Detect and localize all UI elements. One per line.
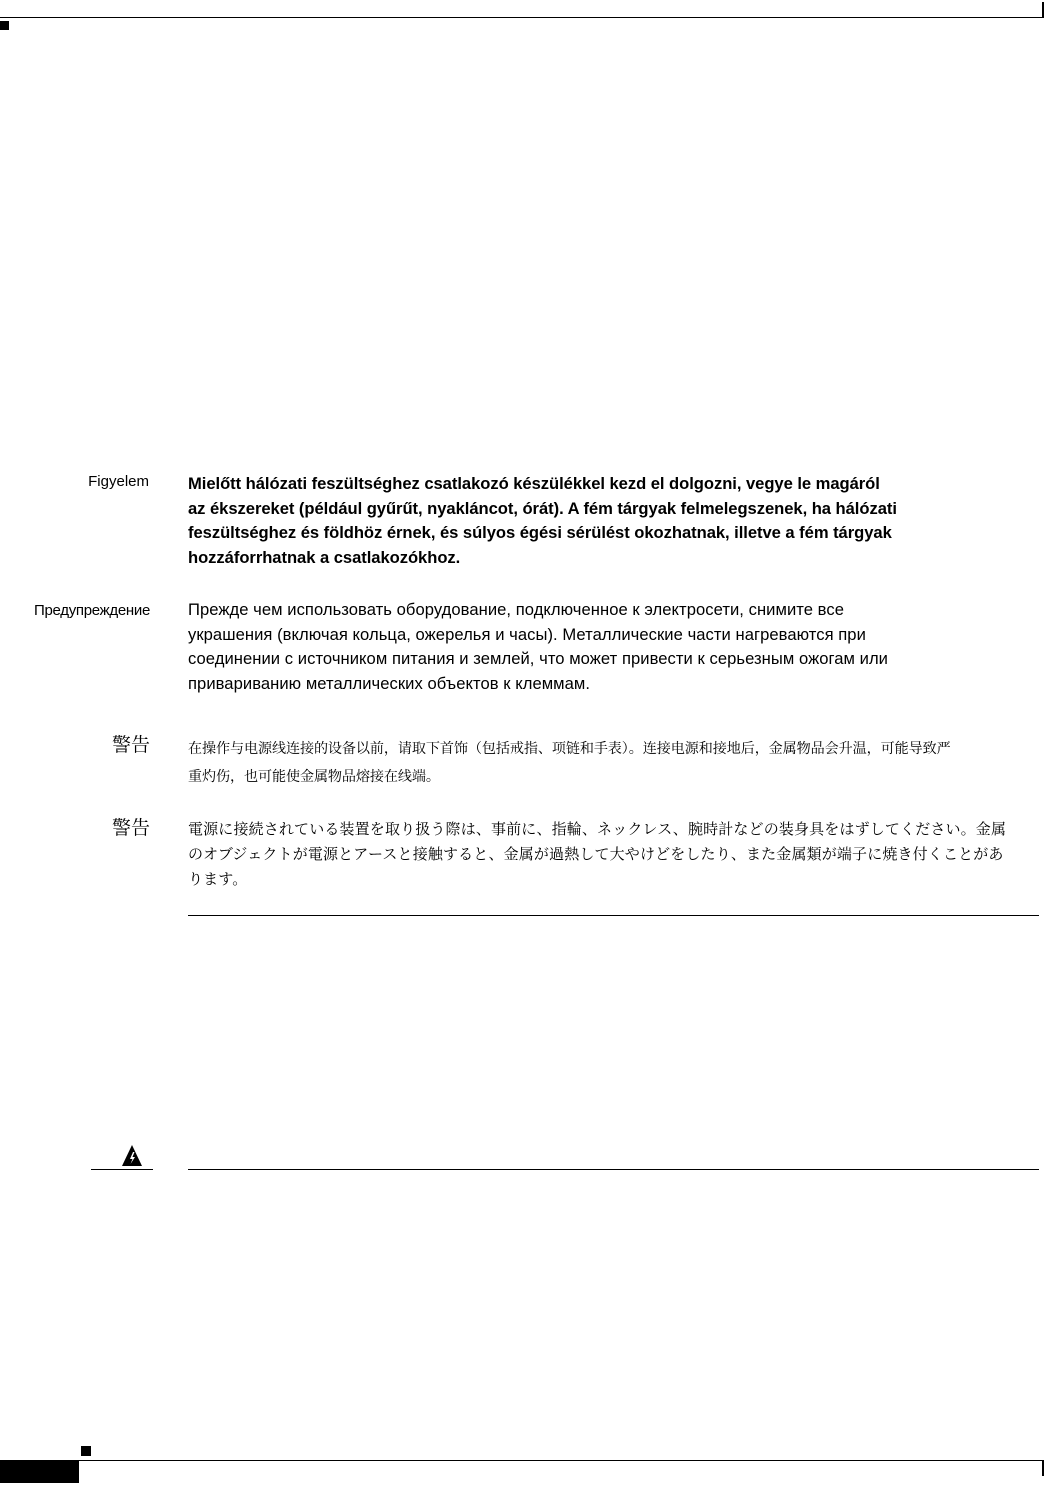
warning-text-line: украшения (включая кольца, ожерелья и часы). Металлические части нагреваются при — [188, 624, 866, 644]
warning-icon-rule — [91, 1169, 153, 1170]
warning-section-rule — [188, 1169, 1039, 1170]
warning-text-line: hozzáforrhatnak a csatlakozókhoz. — [188, 547, 461, 567]
warning-text — [188, 598, 1038, 696]
warning-text-line: 重灼伤，也可能使金属物品熔接在线端。 — [188, 768, 440, 784]
section-divider — [188, 915, 1039, 916]
warning-label: 警告 — [111, 818, 150, 839]
warning-text-line: az ékszereket (például gyűrűt, nyakláncot, órát). A fém tárgyak felmelegszenek, ha hálózati — [188, 498, 897, 518]
warning-text-line: 電源に接続されている装置を取り扱う際は、事前に、指輪、ネックレス、腕時計などの装身具をはずしてください。金属 — [188, 821, 1007, 838]
footer-page-tab — [0, 1461, 79, 1483]
footer-rule-tick — [1042, 1460, 1044, 1476]
warning-triangle-icon — [121, 1144, 155, 1172]
footer-marker — [81, 1446, 91, 1456]
warning-text — [188, 817, 1038, 892]
warning-text-line: Прежде чем использовать оборудование, подключенное к электросети, снимите все — [188, 600, 844, 619]
warning-text-line: Mielőtt hálózati feszültséghez csatlakozó készülékkel kezd el dolgozni, vegye le magáról — [188, 474, 880, 493]
header-rule-tick — [1042, 2, 1044, 18]
header-marker — [0, 21, 9, 30]
warning-text-line: ります。 — [188, 871, 248, 888]
warning-text-line: соединении с источником питания и землей, что может привести к серьезным ожогам или — [188, 649, 888, 668]
header-rule — [0, 17, 1043, 18]
warning-label: 警告 — [111, 735, 150, 756]
warning-text-line: feszültséghez és földhöz érnek, és súlyos égési sérülést okozhatnak, illetve a fém tárgyak — [188, 523, 892, 542]
warning-text-line: привариванию металлических объектов к клеммам. — [188, 673, 591, 693]
warning-label: Figyelem — [88, 473, 149, 490]
warning-label: Предупреждение — [34, 602, 150, 619]
warning-text-line: 在操作与电源线连接的设备以前，请取下首饰（包括戒指、项链和手表）。连接电源和接地后，金属物品会升温，可能导致严 — [188, 740, 951, 756]
warning-text — [188, 472, 1038, 570]
warning-text-line: のオブジェクトが電源とアースと接触すると、金属が過熱して大やけどをしたり、また金属類が端子に焼き付くことがあ — [188, 846, 1004, 863]
warning-text — [188, 734, 1038, 790]
footer-rule — [0, 1460, 1043, 1461]
